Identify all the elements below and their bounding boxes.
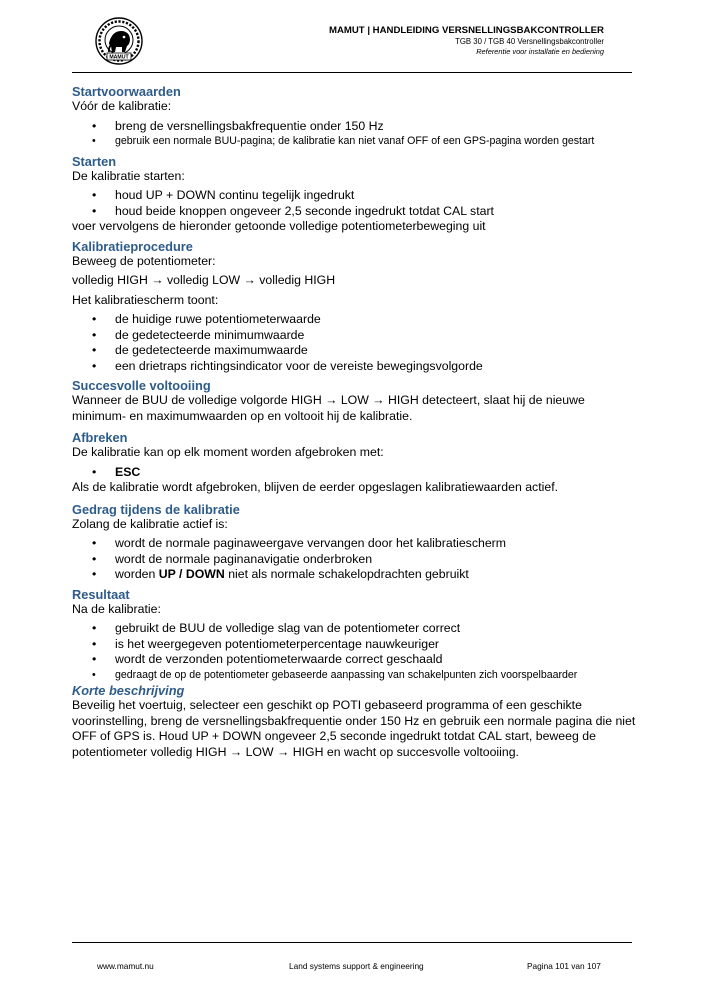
- svg-text:MAMUT: MAMUT: [109, 54, 129, 61]
- bullet-list: [72, 312, 637, 374]
- list-item: • worden UP / DOWN niet als normale schakelopdrachten gebruikt: [72, 567, 637, 583]
- header-reference: Referentie voor installatie en bediening: [476, 47, 604, 56]
- paragraph: Zolang de kalibratie actief is:: [72, 516, 228, 531]
- page-header: [72, 14, 632, 72]
- section-heading-summary: Korte beschrijving: [72, 683, 185, 698]
- paragraph: Vóór de kalibratie:: [72, 99, 172, 113]
- list-item: • de gedetecteerde minimumwaarde: [72, 328, 637, 344]
- list-item: • gebruikt de BUU de volledige slag van de potentiometer correct: [72, 621, 637, 637]
- bullet-list: [72, 465, 637, 481]
- paragraph: De kalibratie kan op elk moment worden afgebroken met:: [72, 445, 384, 459]
- section-heading-procedure: Kalibratieprocedure: [72, 238, 193, 254]
- section-heading-abort: Afbreken: [72, 430, 128, 445]
- list-item: • de huidige ruwe potentiometerwaarde: [72, 312, 637, 328]
- section-heading-result: Resultaat: [72, 586, 130, 602]
- bullet-list: [72, 188, 637, 219]
- header-title: MAMUT | HANDLEIDING VERSNELLINGSBAKCONTROLLER: [328, 25, 604, 36]
- list-item: [72, 465, 637, 481]
- list-item: • wordt de normale paginanavigatie onderbroken: [72, 552, 637, 568]
- esc-key-label: ESC: [115, 464, 141, 479]
- list-item: • gebruik een normale BUU-pagina; de kalibratie kan niet vanaf OFF of een GPS-pagina worden gestart: [72, 134, 637, 150]
- list-item: • wordt de normale paginaweergave vervangen door het kalibratiescherm: [72, 536, 637, 552]
- bullet-list: [72, 119, 637, 150]
- header-subtitle: TGB 30 / TGB 40 Versnellingsbakcontroller: [455, 37, 604, 46]
- bullet-list: [72, 621, 637, 683]
- paragraph: Als de kalibratie wordt afgebroken, blijven de eerder opgeslagen kalibratiewaarden actief.: [72, 480, 559, 494]
- list-item: • breng de versnellingsbakfrequentie onder 150 Hz: [72, 119, 637, 135]
- header-divider: [72, 72, 632, 73]
- paragraph: voer vervolgens de hieronder getoonde volledige potentiometerbeweging uit: [72, 219, 486, 233]
- footer-page-number: Pagina 101 van 107: [527, 961, 601, 971]
- list-item: • wordt de verzonden potentiometerwaarde correct geschaald: [72, 652, 637, 668]
- list-item: • houd UP + DOWN continu tegelijk ingedrukt: [72, 188, 637, 204]
- list-item: • houd beide knoppen ongeveer 2,5 seconde ingedrukt totdat CAL start: [72, 204, 637, 220]
- footer-website: www.mamut.nu: [97, 961, 154, 971]
- paragraph: Wanneer de BUU de volledige volgorde HIGH → LOW → HIGH detecteert, slaat hij de nieuwe minimum- en maximumwaarden op en voltooit hij de kalibratie.: [72, 393, 585, 423]
- paragraph: De kalibratie starten:: [72, 168, 185, 183]
- mamut-logo: [94, 16, 144, 66]
- movement-sequence: volledig HIGH → volledig LOW → volledig HIGH: [72, 273, 336, 287]
- list-item: • gedraagt de op de potentiometer gebaseerde aanpassing van schakelpunten zich voorspelbaarder: [72, 668, 637, 684]
- footer-divider: [72, 942, 632, 943]
- section-heading-start-values: Startvoorwaarden: [72, 84, 181, 99]
- paragraph: Na de kalibratie:: [72, 601, 161, 616]
- section-heading-behaviour: Gedrag tijdens de kalibratie: [72, 501, 240, 517]
- paragraph: Beweeg de potentiometer:: [72, 253, 216, 268]
- list-item: • een drietraps richtingsindicator voor de vereiste bewegingsvolgorde: [72, 359, 637, 375]
- list-item: • is het weergegeven potentiometerpercentage nauwkeuriger: [72, 637, 637, 653]
- footer-tagline: Land systems support & engineering: [289, 961, 424, 971]
- page-content: [72, 84, 637, 760]
- list-item: • de gedetecteerde maximumwaarde: [72, 343, 637, 359]
- bullet-list: [72, 536, 637, 583]
- paragraph: Beveilig het voertuig, selecteer een geschikt op POTI gebaseerd programma of een geschikte voorinstelling, breng de versnellingsbakfrequentie onder 150 Hz en gebruik een normale pagina die niet OFF of GPS is. Houd UP + DOWN ongeveer 2,5 seconde ingedrukt totdat CAL start, beweeg de potentiometer volledig HIGH → LOW → HIGH en wacht op succesvolle voltooiing.: [72, 698, 636, 759]
- section-heading-start: Starten: [72, 153, 117, 169]
- section-heading-success: Succesvolle voltooiing: [72, 378, 211, 393]
- paragraph: Het kalibratiescherm toont:: [72, 292, 219, 307]
